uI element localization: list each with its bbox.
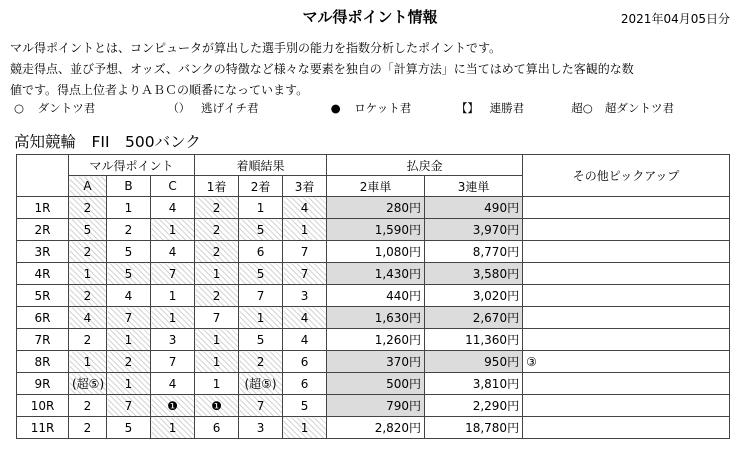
legend-label: 超ダントツ君	[604, 101, 675, 115]
first-cell: 6	[195, 417, 239, 439]
first-cell: 1	[195, 351, 239, 373]
a-cell: 2	[69, 417, 107, 439]
second-cell: 1	[239, 307, 283, 329]
first-cell: 1	[195, 329, 239, 351]
b-cell: 5	[107, 241, 151, 263]
col-second-header: 2着	[239, 176, 283, 197]
other-pickup-cell	[523, 241, 730, 263]
description-line: 値です。得点上位者よりＡＢＣの順番になっています。	[10, 83, 309, 97]
table-row	[17, 417, 730, 439]
third-cell: 1	[283, 219, 327, 241]
col-third-header: 3着	[283, 176, 327, 197]
second-cell: 5	[239, 329, 283, 351]
exacta-cell: 440円	[327, 285, 425, 307]
first-cell: 7	[195, 307, 239, 329]
exacta-cell: 500円	[327, 373, 425, 395]
exacta-cell: 280円	[327, 197, 425, 219]
legend-symbol: ○	[14, 101, 25, 115]
second-cell: 7	[239, 395, 283, 417]
third-cell: 7	[283, 263, 327, 285]
race-cell: 5R	[17, 285, 69, 307]
race-cell: 3R	[17, 241, 69, 263]
a-cell: 1	[69, 263, 107, 285]
c-cell: 1	[151, 285, 195, 307]
col-exacta-header: 2車単	[327, 176, 425, 197]
a-cell: 1	[69, 351, 107, 373]
other-pickup-cell	[523, 329, 730, 351]
exacta-cell: 1,630円	[327, 307, 425, 329]
table-row	[17, 329, 730, 351]
a-cell: 2	[69, 241, 107, 263]
other-pickup-cell	[523, 197, 730, 219]
payout-group-header: 払戻金	[327, 155, 523, 176]
third-cell: 1	[283, 417, 327, 439]
trifecta-cell: 3,810円	[425, 373, 523, 395]
legend-symbol: 【】	[455, 101, 479, 115]
second-cell: 5	[239, 263, 283, 285]
legend-label: 逃げイチ君	[200, 101, 259, 115]
description	[10, 38, 732, 101]
second-cell: 6	[239, 241, 283, 263]
trifecta-cell: 950円	[425, 351, 523, 373]
race-cell: 7R	[17, 329, 69, 351]
c-cell: 7	[151, 351, 195, 373]
col-c-header: C	[151, 176, 195, 197]
third-cell: 4	[283, 197, 327, 219]
page-title: マル得ポイント情報	[302, 8, 438, 26]
table-row	[17, 307, 730, 329]
race-cell: 11R	[17, 417, 69, 439]
third-cell: 6	[283, 351, 327, 373]
race-cell: 4R	[17, 263, 69, 285]
a-cell: 4	[69, 307, 107, 329]
second-cell: 3	[239, 417, 283, 439]
third-cell: 5	[283, 395, 327, 417]
other-pickup-cell	[523, 307, 730, 329]
b-cell: 7	[107, 395, 151, 417]
exacta-cell: 2,820円	[327, 417, 425, 439]
trifecta-cell: 2,290円	[425, 395, 523, 417]
race-cell: 6R	[17, 307, 69, 329]
description-line: マル得ポイントとは、コンピュータが算出した選手別の能力を指数分析したポイントです。	[10, 41, 502, 55]
race-cell: 9R	[17, 373, 69, 395]
trifecta-cell: 490円	[425, 197, 523, 219]
symbol-legend	[14, 100, 690, 116]
a-cell: 2	[69, 395, 107, 417]
other-pickup-cell: ③	[523, 351, 730, 373]
a-cell: 5	[69, 219, 107, 241]
trifecta-cell: 3,970円	[425, 219, 523, 241]
table-row	[17, 263, 730, 285]
first-cell: 1	[195, 263, 239, 285]
second-cell: (超⑤)	[239, 373, 283, 395]
c-cell: 4	[151, 197, 195, 219]
trifecta-cell: 18,780円	[425, 417, 523, 439]
race-header-cell	[17, 155, 69, 197]
b-cell: 1	[107, 197, 151, 219]
legend-label: ダントツ君	[37, 101, 96, 115]
third-cell: 4	[283, 307, 327, 329]
c-cell: 1	[151, 219, 195, 241]
race-cell: 10R	[17, 395, 69, 417]
b-cell: 7	[107, 307, 151, 329]
b-cell: 1	[107, 329, 151, 351]
other-pickup-cell	[523, 263, 730, 285]
third-cell: 7	[283, 241, 327, 263]
table-row	[17, 219, 730, 241]
table-row	[17, 241, 730, 263]
c-cell: ❶	[151, 395, 195, 417]
exacta-cell: 1,590円	[327, 219, 425, 241]
b-cell: 5	[107, 417, 151, 439]
legend-label: ロケット君	[354, 101, 412, 115]
legend-symbol: （）	[167, 101, 191, 115]
exacta-cell: 790円	[327, 395, 425, 417]
second-cell: 1	[239, 197, 283, 219]
col-first-header: 1着	[195, 176, 239, 197]
c-cell: 4	[151, 373, 195, 395]
b-cell: 2	[107, 219, 151, 241]
other-pickup-cell	[523, 417, 730, 439]
c-cell: 1	[151, 417, 195, 439]
legend-label: 連勝君	[489, 101, 525, 115]
a-cell: 2	[69, 329, 107, 351]
a-cell: (超⑤)	[69, 373, 107, 395]
table-row	[17, 351, 730, 373]
c-cell: 1	[151, 307, 195, 329]
third-cell: 4	[283, 329, 327, 351]
other-pickup-cell	[523, 373, 730, 395]
table-row	[17, 373, 730, 395]
b-cell: 5	[107, 263, 151, 285]
other-pickup-header: その他ピックアップ	[523, 155, 730, 197]
first-cell: 2	[195, 197, 239, 219]
other-pickup-cell	[523, 285, 730, 307]
track-heading: 高知競輪 FII 500バンク	[14, 133, 201, 151]
b-cell: 1	[107, 373, 151, 395]
description-line: 競走得点、並び予想、オッズ、バンクの特徴など様々な要素を独自の「計算方法」に当てはめて算出した客観的な数	[10, 62, 634, 76]
first-cell: ❶	[195, 395, 239, 417]
c-cell: 7	[151, 263, 195, 285]
results-table	[16, 154, 730, 439]
a-cell: 2	[69, 197, 107, 219]
points-group-header: マル得ポイント	[69, 155, 195, 176]
first-cell: 2	[195, 285, 239, 307]
exacta-cell: 1,430円	[327, 263, 425, 285]
first-cell: 2	[195, 219, 239, 241]
table-row	[17, 197, 730, 219]
trifecta-cell: 2,670円	[425, 307, 523, 329]
legend-symbol: ●	[330, 101, 341, 115]
b-cell: 2	[107, 351, 151, 373]
trifecta-cell: 8,770円	[425, 241, 523, 263]
exacta-cell: 1,260円	[327, 329, 425, 351]
exacta-cell: 370円	[327, 351, 425, 373]
c-cell: 4	[151, 241, 195, 263]
legend-symbol: 超○	[571, 101, 593, 115]
other-pickup-cell	[523, 395, 730, 417]
table-row	[17, 395, 730, 417]
second-cell: 7	[239, 285, 283, 307]
first-cell: 2	[195, 241, 239, 263]
col-b-header: B	[107, 176, 151, 197]
trifecta-cell: 3,020円	[425, 285, 523, 307]
race-cell: 1R	[17, 197, 69, 219]
other-pickup-cell	[523, 219, 730, 241]
report-date: 2021年04月05日分	[620, 12, 730, 26]
b-cell: 4	[107, 285, 151, 307]
race-cell: 2R	[17, 219, 69, 241]
third-cell: 3	[283, 285, 327, 307]
table-row	[17, 285, 730, 307]
col-trifecta-header: 3連単	[425, 176, 523, 197]
third-cell: 6	[283, 373, 327, 395]
c-cell: 3	[151, 329, 195, 351]
second-cell: 2	[239, 351, 283, 373]
a-cell: 2	[69, 285, 107, 307]
race-cell: 8R	[17, 351, 69, 373]
first-cell: 1	[195, 373, 239, 395]
exacta-cell: 1,080円	[327, 241, 425, 263]
second-cell: 5	[239, 219, 283, 241]
results-group-header: 着順結果	[195, 155, 327, 176]
trifecta-cell: 3,580円	[425, 263, 523, 285]
col-a-header: A	[69, 176, 107, 197]
trifecta-cell: 11,360円	[425, 329, 523, 351]
